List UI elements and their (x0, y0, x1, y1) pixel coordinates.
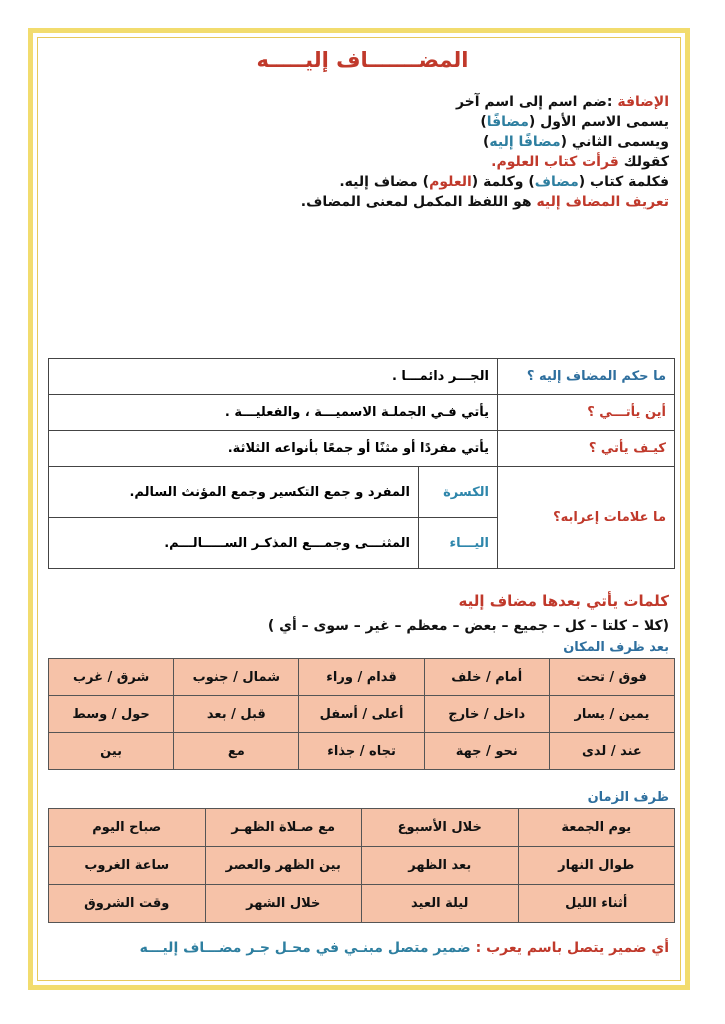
table-cell: مع (174, 733, 299, 770)
table-cell: بين (49, 733, 174, 770)
intro-text: ) مضاف إليه. (339, 174, 430, 190)
intro-text: ) (480, 114, 487, 130)
intro-line-2 (49, 112, 669, 132)
table-cell: داخل / خارج (424, 696, 549, 733)
table-cell: قبل / بعد (174, 696, 299, 733)
table-cell: ساعة الغروب (49, 847, 206, 885)
table-row (49, 395, 675, 431)
page-title: المضـــــــاف إليـــــه (256, 48, 469, 72)
table-cell: فوق / تحت (549, 659, 674, 696)
table-cell: ليلة العيد (362, 885, 519, 923)
table-cell: عند / لدى (549, 733, 674, 770)
table-row (49, 733, 675, 770)
footer-question: أي ضمير يتصل باسم يعرب : (470, 940, 669, 956)
intro-text: ) (482, 134, 490, 150)
table-row (49, 809, 675, 847)
rule-question: ما علامات إعرابه؟ (498, 467, 675, 569)
rule-question: كيـف يأتي ؟ (498, 431, 675, 467)
idafa-label: الإضافة (617, 94, 669, 110)
place-table (48, 658, 675, 770)
rule-question: ما حكم المضاف إليه ؟ (498, 359, 675, 395)
intro-text: يسمى الاسم الأول ( (528, 114, 669, 130)
intro-text: كقولك (618, 154, 669, 170)
table-cell: خلال الأسبوع (362, 809, 519, 847)
table-cell: تجاه / جذاء (299, 733, 424, 770)
example-sentence: قرأت كتاب العلوم. (491, 154, 619, 170)
sign-label: الكسرة (419, 467, 498, 518)
place-title: بعد ظرف المكان (563, 640, 669, 655)
table-cell: طوال النهار (518, 847, 675, 885)
table-row (49, 431, 675, 467)
rule-answer: الجـــر دائمـــا . (49, 359, 498, 395)
table-cell: خلال الشهر (205, 885, 362, 923)
rule-question: أين يأتـــي ؟ (498, 395, 675, 431)
intro-line-1 (49, 92, 669, 112)
table-cell: مع صـلاة الظهـر (205, 809, 362, 847)
words-list: (كلا – كلتا – كل – جميع – بعض – معظم – غير – سوى – أي ) (267, 618, 669, 634)
definition-label: تعريف المضاف إليه (536, 194, 669, 210)
footer-note (140, 940, 669, 956)
time-title: ظرف الزمان (587, 790, 669, 805)
definition-text: هو اللفظ المكمل لمعنى المضاف. (300, 194, 537, 210)
footer-answer: ضمير متصل مبنـي في محـل جـر مضـــاف إليـــه (139, 940, 471, 956)
table-cell: يمين / يسار (549, 696, 674, 733)
table-cell: أعلى / أسفل (299, 696, 424, 733)
intro-line-6 (49, 192, 669, 212)
table-cell: وقت الشروق (49, 885, 206, 923)
table-row (49, 659, 675, 696)
table-cell: نحو / جهة (424, 733, 549, 770)
table-cell: يوم الجمعة (518, 809, 675, 847)
table-row (49, 847, 675, 885)
intro-line-3 (49, 132, 669, 152)
sign-label: اليـــاء (419, 518, 498, 569)
rule-answer: يأتي مفردًا أو مثنًا أو جمعًا بأنواعه الثلاثة. (49, 431, 498, 467)
table-cell: أمام / خلف (424, 659, 549, 696)
intro-text: ) وكلمة ( (471, 174, 535, 190)
term-mudaf-ilayh: مضافًا إليه (489, 134, 561, 150)
rule-answer: يأتي فـي الجملـة الاسميـــة ، والفعليـــة . (49, 395, 498, 431)
table-cell: قدام / وراء (299, 659, 424, 696)
term-mudaf: مضافًا (486, 114, 529, 130)
rule-answer: المثنـــى وجمـــع المذكـر الســـــالـــم. (49, 518, 419, 569)
table-cell: أثناء الليل (518, 885, 675, 923)
term-uloom: العلوم (429, 174, 472, 190)
table-row (49, 696, 675, 733)
idafa-definition: :ضم اسم إلى اسم آخر (455, 94, 618, 110)
rule-answer: المفرد و جمع التكسير وجمع المؤنث السالم. (49, 467, 419, 518)
table-cell: شمال / جنوب (174, 659, 299, 696)
table-row (49, 467, 675, 518)
rules-table (48, 358, 675, 569)
intro-text: فكلمة كتاب ( (578, 174, 669, 190)
table-cell: شرق / غرب (49, 659, 174, 696)
table-row (49, 885, 675, 923)
intro-line-5 (49, 172, 669, 192)
intro-section (49, 92, 669, 212)
words-title: كلمات يأتي بعدها مضاف إليه (458, 592, 669, 610)
table-cell: حول / وسط (49, 696, 174, 733)
time-table (48, 808, 675, 923)
table-row (49, 359, 675, 395)
intro-line-4 (49, 152, 669, 172)
term-mudaf: مضاف (534, 174, 579, 190)
table-cell: بعد الظهر (362, 847, 519, 885)
table-cell: صباح اليوم (49, 809, 206, 847)
table-cell: بين الظهر والعصر (205, 847, 362, 885)
intro-text: ويسمى الثاني ( (560, 134, 669, 150)
